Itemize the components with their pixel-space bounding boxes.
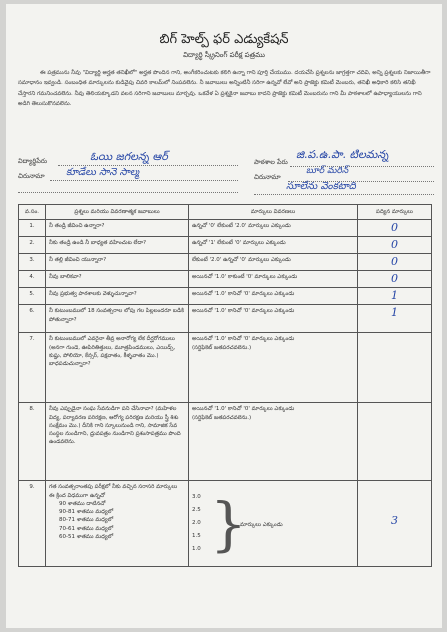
- row-certificate-note: (సర్టిఫికెట్ జతపరచవలెను.): [192, 344, 252, 351]
- table-row: [19, 481, 432, 567]
- student-name-label: విద్యార్థిపేరు: [18, 157, 47, 165]
- row-mark-entry[interactable]: 0: [358, 271, 432, 288]
- instructions-paragraph: ఈ పత్రమును నీవు "విద్యార్థి అర్హత తనిఖీలో" అర్హత పొందిన గాని, అంగీకరించుటకు కలిగి ఉన్నా గాని పూర్తి చేయుము. దయచేసి ప్రశ్నలను జాగ్రత్తగా చదివి, అన్ని ప్రశ్నలకు నిజాయితీగా సమాధానం ఇవ్వండి. సంబంధిత మార్కులను కుడివైపు చివరి కాలమ్‌లో నింపవలెను. నీ జవాబులు అన్నింటినీ సరిగా ఉన్నవో లేవో అని ప్రాజెక్టు కమిటీ మెంబరు, తనిఖీ అధికారి కలిసి తనిఖీ చేస్తారని గమనించవలెను. నీవు తెలియక్కూడని వలన సరిగాని జవాబులు మార్చవు. ఒకవేళ ఏ ప్రశ్నకైనా జవాబు కాదని ప్రాజెక్టు కమిటీ మెంబరును గాని మీ పాఠశాలలో ఉపాధ్యాయులను గాని అడిగి తెలుసుకొనవలెను.: [18, 70, 431, 108]
- table-row: [19, 220, 432, 237]
- row-question: నీకు తండ్రి ఉండి నీ బాధ్యత వహించుట లేదా?: [46, 237, 189, 254]
- grade-scale-cell: [189, 481, 358, 567]
- row-mark-entry[interactable]: 1: [358, 305, 432, 333]
- table-row: [19, 403, 432, 481]
- school-address-line1[interactable]: బూర్ మరిన్: [306, 166, 349, 176]
- row-mark-rule: అయినచో '1.0' కానిచో '0' మార్కులు ఎక్కుండు: [192, 336, 295, 343]
- row-number: 8.: [19, 403, 46, 481]
- student-name-value[interactable]: ఓయి జగలన్న ఆర్: [90, 150, 168, 163]
- table-row: [19, 254, 432, 271]
- row-mark-entry[interactable]: 3: [358, 481, 432, 567]
- row-mark-rule: అయినచో '1.0' కానిచో '0' మార్కులు ఎక్కుండు: [189, 288, 358, 305]
- row-mark-rule: ఉన్నచో '0' లేకుంటే '2.0' మార్కులు ఎక్కుండు: [189, 220, 358, 237]
- school-address-line-2: [254, 194, 434, 195]
- grade-range: 90-81 శాతము మధ్యలో: [59, 509, 114, 516]
- right-brace-icon: }: [210, 490, 247, 559]
- school-address-label: చిరునామా: [254, 173, 281, 181]
- row-mark-rule: లేకుంటే '2.0' ఉన్నచో '0' మార్కులు ఎక్కుండు: [189, 254, 358, 271]
- form-subtitle: విద్యార్థి స్క్రీనింగ్ పరీక్ష పత్రము: [183, 51, 265, 59]
- address-line-2: [18, 192, 238, 193]
- school-name-value[interactable]: జి.ప.ఉ.పా. టిలమన్న: [296, 148, 389, 161]
- row-mark-entry[interactable]: [358, 403, 432, 481]
- row-number: 3.: [19, 254, 46, 271]
- scale-value: 1.5: [192, 533, 201, 540]
- row-mark-entry[interactable]: [358, 333, 432, 403]
- header-mark-rule: మార్కులు వివరణలు: [189, 205, 358, 220]
- scale-note: మార్కులు ఎక్కుండు: [240, 522, 283, 529]
- header-marks-obtained: పద్యిన మార్కులు: [358, 205, 432, 220]
- row-mark-entry[interactable]: 0: [358, 254, 432, 271]
- grade-range: 70-61 శాతము మధ్యలో: [59, 525, 114, 532]
- table-row: [19, 237, 432, 254]
- row-number: 1.: [19, 220, 46, 237]
- row-number: 7.: [19, 333, 46, 403]
- row-number: 6.: [19, 305, 46, 333]
- scale-value: 2.0: [192, 520, 201, 527]
- grade-range: 80-71 శాతము మధ్యలో: [59, 517, 114, 524]
- header-serial: వ.సం.: [19, 205, 46, 220]
- grade-range: 60-51 శాతము మధ్యలో: [59, 534, 114, 541]
- row-mark-rule-cell: [189, 403, 358, 481]
- scale-value: 2.5: [192, 507, 201, 514]
- address-line-1: [50, 180, 238, 181]
- row-number: 5.: [19, 288, 46, 305]
- address-label: చిరునామా: [18, 172, 45, 180]
- grade-scale: [192, 490, 354, 563]
- row-mark-rule: అయినచో '1.0' కాకుంటే '0' మార్కులు ఎక్కుండు: [189, 271, 358, 288]
- row-question: నీవు ప్రభుత్వ పాఠశాలకు వెళ్ళుచున్నావా?: [46, 288, 189, 305]
- row-question: నీ కుటుంబములో 18 సంవత్సరాల లోపు గల పిల్లలందరూ బడికి పోతున్నారా?: [46, 305, 189, 333]
- row-mark-rule-cell: [189, 333, 358, 403]
- table-header-row: [19, 205, 432, 220]
- screening-form-sheet: [6, 4, 442, 628]
- scale-value: 3.0: [192, 494, 201, 501]
- header-question: ప్రశ్నలు మరియు వివరణాత్మక జవాబులు: [46, 205, 189, 220]
- row-question-cell: [46, 481, 189, 567]
- row-mark-entry[interactable]: 0: [358, 237, 432, 254]
- row-mark-entry[interactable]: 1: [358, 288, 432, 305]
- row-mark-entry[interactable]: 0: [358, 220, 432, 237]
- row-question: నీవు ఎప్పుడైనా సంఘ సేవనుడిగా పని చేసినావా? (మహిళల విద్య, పర్యావరణ పరిరక్షణ, ఆరోగ్య పరిరక్షణ మరియు స్త్రీ శిశు సంక్షేమం మొ.) దీనికి గాని స్కూలునుండి గాని, సామాజిక సేవ సంస్థల నుండిగాని, ధ్రువపత్రం నుండిగాని ప్రశంసాపత్రము పొంది ఉండవలెను.: [46, 403, 189, 481]
- row-number: 9.: [19, 481, 46, 567]
- table-row: [19, 333, 432, 403]
- table-row: [19, 271, 432, 288]
- row-number: 2.: [19, 237, 46, 254]
- grade-range: 90 శాతము దాటినచో: [59, 500, 106, 507]
- row-question: నీ కుటుంబములో ఎవరైనా తీవ్ర అనారోగ్య లేక దీర్ఘరోగములు (అనగా గుండె, ఊపిరితిత్తులు, మూత్రపిండములు, ఎయిడ్స్, కుష్టు, పోలియో, కేన్సర్, పక్షవాతం, కీళ్ళవాతం మొ.) బాధపడుచున్నారా?: [46, 333, 189, 403]
- school-address-line2[interactable]: సూలేను వెంకటాది: [286, 181, 356, 192]
- form-title: బిగ్ హెల్ప్ ఫర్ ఎడ్యుకేషన్: [159, 32, 289, 47]
- row-question: నీ తండ్రి జీవించి ఉన్నారా?: [46, 220, 189, 237]
- scale-value: 1.0: [192, 546, 201, 553]
- grades-intro: ఈ క్రింద విధముగా ఉన్నచో: [49, 492, 105, 499]
- table-row: [19, 305, 432, 333]
- row-question: గత సంవత్సరాంతపు పరీక్షలో నీకు వచ్చిన సరాసరి మార్కులు: [49, 484, 178, 491]
- row-mark-rule: అయినచో '1.0' కానిచో '0' మార్కులు ఎక్కుండు: [189, 305, 358, 333]
- school-name-label: పాఠశాల పేరు: [254, 158, 288, 166]
- table-row: [19, 288, 432, 305]
- row-question: నీవు బాలికవా?: [46, 271, 189, 288]
- screening-question-table: [18, 204, 432, 567]
- row-mark-rule: అయినచో '1.0' కానిచో '0' మార్కులు ఎక్కుండు: [192, 406, 295, 413]
- row-number: 4.: [19, 271, 46, 288]
- row-mark-rule: ఉన్నచో '1' లేకుంటే '0' మార్కులు ఎక్కుండు: [189, 237, 358, 254]
- row-certificate-note: (సర్టిఫికెట్ జతపరచవలెను.): [192, 414, 252, 421]
- address-value[interactable]: కూడేలు సానె సాల్మ: [66, 167, 140, 178]
- row-question: నీ తల్లి జీవించి యున్నారా?: [46, 254, 189, 271]
